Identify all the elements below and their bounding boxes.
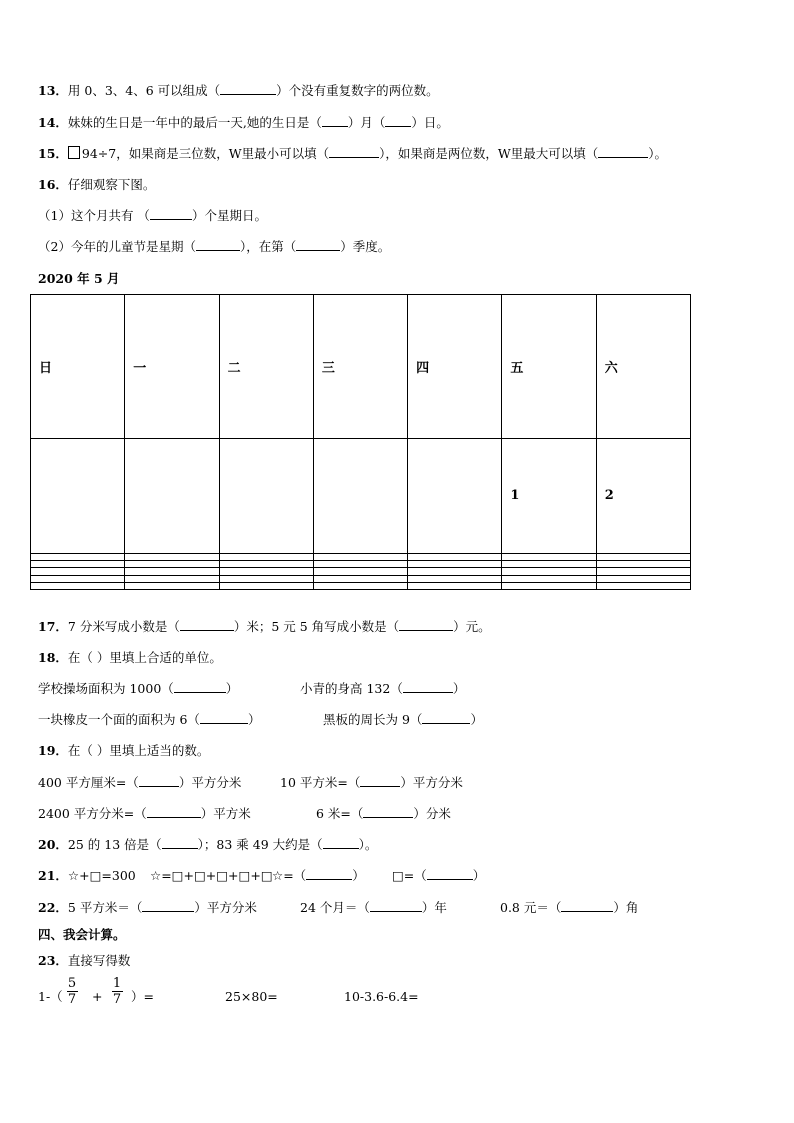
answer-blank[interactable] [196,239,240,251]
question-16 [38,177,155,193]
question-number: 22． [38,900,68,915]
calendar-cell [219,582,313,589]
question-text: ） [472,868,486,883]
calendar-cell [313,575,407,582]
answer-blank[interactable] [220,83,276,95]
question-text: ）。 [648,146,667,161]
question-text: ）个没有重复数字的两位数。 [276,83,439,98]
equation: ☆=□+□+□+□+□ [150,868,273,883]
calendar-header-cell: 日 [31,295,125,439]
question-text: 10 平方米=（ [280,775,361,790]
calendar-cell [502,575,596,582]
answer-blank[interactable] [174,681,226,693]
calendar-header-cell: 二 [219,295,313,439]
question-text: 仔细观察下图。 [67,177,156,192]
calendar-header-cell: 四 [408,295,502,439]
question-text: ）季度。 [340,239,391,254]
question-16-part-1 [38,208,267,224]
question-number: 18． [38,650,68,665]
equation: ☆+□=300 [67,868,136,883]
question-text: ）平方米 [200,806,251,821]
calendar-table [30,294,691,590]
question-text: ），如果商是两位数，W里最大可以填（ [379,146,599,161]
question-15 [38,146,667,162]
empty-box-icon [68,146,80,159]
answer-blank[interactable] [598,146,648,158]
question-text: ）年 [421,900,447,915]
question-22-item [300,900,447,916]
question-text: 6 米=（ [316,806,364,821]
question-text: ）日。 [411,115,449,130]
question-22-item [500,900,638,916]
question-text: 24 个月＝（ [300,900,370,915]
fraction [64,976,80,1007]
question-text: ） [352,868,365,883]
question-text: 25 的 13 倍是（ [67,837,162,852]
calendar-cell [313,554,407,561]
calendar-header-cell: 五 [502,295,596,439]
question-number: 13． [38,83,68,98]
question-text: ）平方分米 [194,900,257,915]
question-13 [38,83,439,99]
answer-blank[interactable] [360,775,400,787]
calendar-cell [408,568,502,575]
question-19-item [316,806,451,822]
calendar-cell: 1 [502,438,596,553]
question-text: ☆=（ [272,868,307,883]
question-text: ）元。 [453,619,491,634]
calendar-cell [125,568,219,575]
question-text: 学校操场面积为 1000（ [38,681,174,696]
calendar-cell [219,568,313,575]
calendar-cell [313,561,407,568]
answer-blank[interactable] [323,837,359,849]
calendar-cell [408,561,502,568]
question-text: 7 分米写成小数是（ [67,619,180,634]
question-text: ）月（ [347,115,386,130]
answer-blank[interactable] [142,900,194,912]
question-number: 17． [38,619,68,634]
answer-blank[interactable] [139,775,179,787]
question-text: ），在第（ [239,239,297,254]
question-text: 5 平方米＝（ [67,900,143,915]
answer-blank[interactable] [329,146,379,158]
question-number: 21． [38,868,68,883]
question-text: ） [452,681,466,696]
question-21-item [272,868,365,884]
calendar-cell [31,554,125,561]
calendar-cell [502,554,596,561]
calendar-cell [31,561,125,568]
expression: 25×80= [225,989,278,1004]
calendar-row [31,554,691,561]
question-text: ）米；5 元 5 角写成小数是（ [233,619,400,634]
answer-blank[interactable] [200,712,248,724]
question-18 [38,650,222,666]
question-23 [38,953,130,969]
question-19 [38,743,209,759]
calendar-caption: 2020 年 5 月 [38,271,120,286]
plus-sign: + [92,989,103,1004]
question-17 [38,619,491,635]
answer-blank[interactable] [150,208,192,220]
calendar-cell [31,582,125,589]
calendar-cell [31,438,125,553]
question-21 [38,868,136,884]
question-text: 妹妹的生日是一年中的最后一天,她的生日是（ [67,115,322,130]
answer-blank[interactable] [561,900,613,912]
question-text: 在（ ）里填上适当的数。 [67,743,210,758]
answer-blank[interactable] [162,837,198,849]
fraction-denominator: 7 [67,992,77,1007]
calendar-cell [408,438,502,553]
question-text: ）平方分米 [178,775,242,790]
calendar-cell [219,554,313,561]
calendar-header-cell: 三 [313,295,407,439]
calendar-cell [313,568,407,575]
calendar-cell [596,568,690,575]
calendar-cell: 2 [596,438,690,553]
calendar-cell [125,582,219,589]
calendar-cell [502,568,596,575]
question-text: ） [470,712,483,727]
calendar-header-row [31,295,691,439]
fraction [109,976,125,1007]
question-19-item [280,775,463,791]
fraction-denominator: 7 [112,992,122,1007]
calendar-cell [31,575,125,582]
expression: 10-3.6-6.4= [344,989,419,1004]
answer-blank[interactable] [427,868,473,880]
answer-blank[interactable] [403,681,453,693]
answer-blank[interactable] [370,900,422,912]
calendar-row [31,575,691,582]
calendar-header-cell: 六 [596,295,690,439]
expression-prefix: 1-（ [38,989,63,1004]
calendar-cell [502,582,596,589]
question-number: 14． [38,115,68,130]
question-18-item [323,712,483,728]
section-heading: 四、我会计算。 [38,927,126,942]
question-18-item [38,681,238,697]
question-text: 0.8 元＝（ [500,900,562,915]
expression-suffix: ）= [131,989,154,1004]
calendar-cell [125,561,219,568]
calendar-cell [313,582,407,589]
question-22 [38,900,257,916]
question-14 [38,115,449,131]
answer-blank[interactable] [385,115,411,127]
question-text: 用 0、3、4、6 可以组成（ [67,83,221,98]
answer-blank[interactable] [180,619,234,631]
calendar-cell [596,561,690,568]
calendar-row [31,438,691,553]
question-21-item [392,868,485,884]
calendar-cell [408,582,502,589]
calendar-cell [219,561,313,568]
question-text: 一块橡皮一个面的面积为 6（ [38,712,200,727]
answer-blank[interactable] [147,806,201,818]
calendar-row [31,561,691,568]
question-18-item [38,712,260,728]
calendar-cell [125,554,219,561]
question-text: ） [247,712,261,727]
question-text: ）平方分米 [400,775,463,790]
question-text: ）角 [613,900,639,915]
calendar-cell [408,575,502,582]
question-text: ）；83 乘 49 大约是（ [197,837,323,852]
question-text: 小青的身高 132（ [300,681,403,696]
question-number: 23． [38,953,68,968]
question-text: ） [225,681,239,696]
calendar-header-cell: 一 [125,295,219,439]
calendar-cell [596,554,690,561]
answer-blank[interactable] [399,619,453,631]
calendar-cell [125,575,219,582]
question-18-item [300,681,465,697]
question-19-item [38,806,251,822]
calendar-cell [125,438,219,553]
calendar-cell [219,575,313,582]
calendar-cell [596,582,690,589]
question-text: ）分米 [413,806,451,821]
question-text: 400 平方厘米=（ [38,775,139,790]
answer-blank[interactable] [306,868,352,880]
question-number: 19． [38,743,68,758]
calendar-cell [31,568,125,575]
question-text: （2）今年的儿童节是星期（ [38,239,196,254]
answer-blank[interactable] [422,712,470,724]
question-text: ）个星期日。 [191,208,267,223]
calendar-row [31,582,691,589]
question-text: ）。 [358,837,378,852]
question-text: 94÷7，如果商是三位数，W里最小可以填（ [81,146,330,161]
question-16-part-2 [38,239,390,255]
fraction-numerator: 1 [112,976,122,991]
calendar-cell [596,575,690,582]
calendar-cell [502,561,596,568]
calendar-cell [313,438,407,553]
question-20 [38,837,377,853]
question-text: □=（ [392,868,427,883]
calendar-cell [219,438,313,553]
question-text: 2400 平方分米=（ [38,806,147,821]
fraction-numerator: 5 [67,976,77,991]
question-19-item [38,775,241,791]
answer-blank[interactable] [363,806,413,818]
question-text: （1）这个月共有 （ [38,208,150,223]
answer-blank[interactable] [322,115,348,127]
question-number: 15． [38,146,68,161]
question-text: 直接写得数 [67,953,131,968]
question-number: 20． [38,837,68,852]
question-number: 16． [38,177,68,192]
question-text: 在（ ）里填上合适的单位。 [67,650,222,665]
answer-blank[interactable] [296,239,340,251]
question-text: 黑板的周长为 9（ [323,712,423,727]
calendar-row [31,568,691,575]
calendar-cell [408,554,502,561]
